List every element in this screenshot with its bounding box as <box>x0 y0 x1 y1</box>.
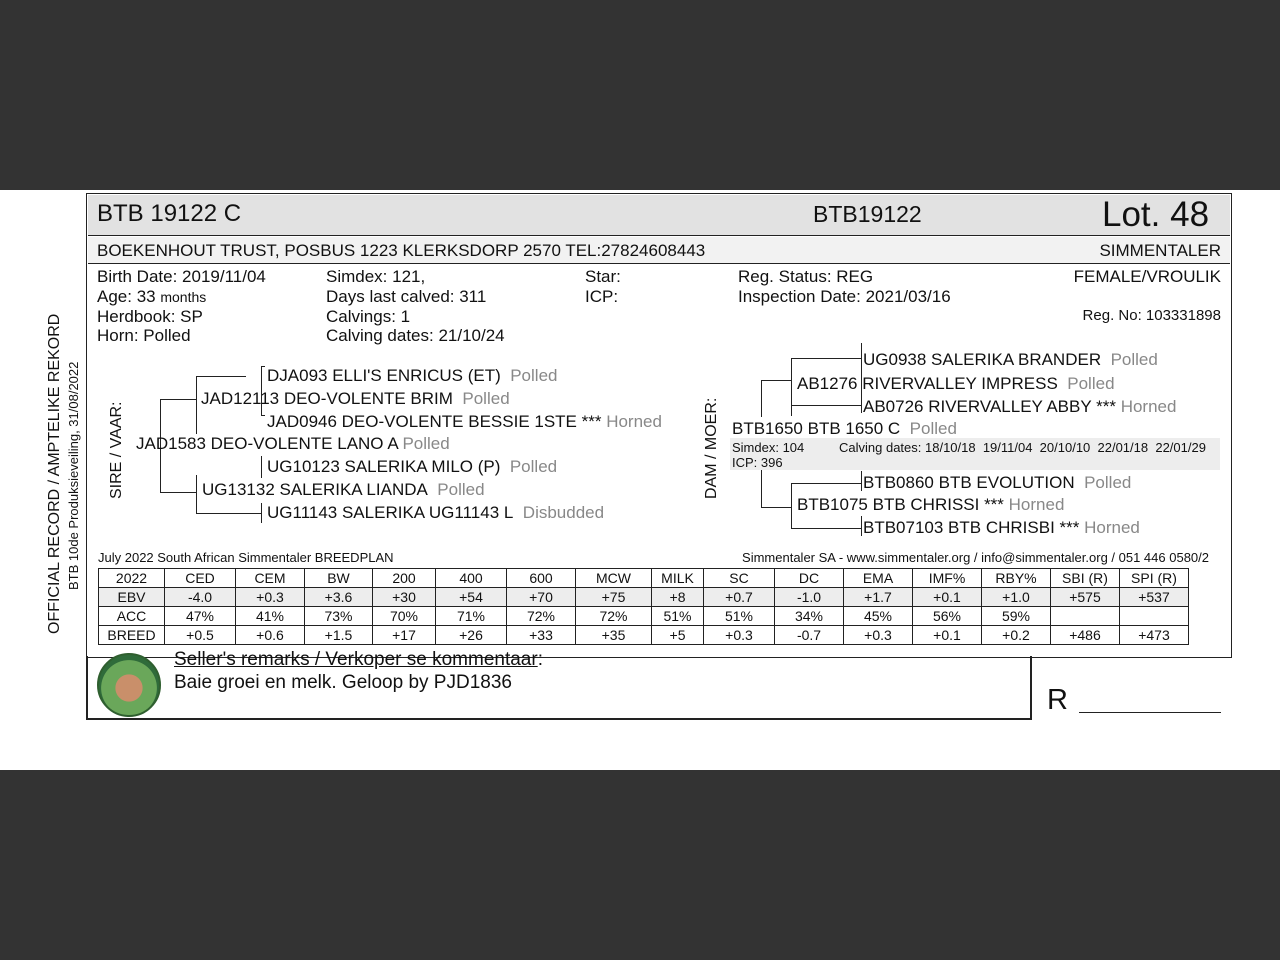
breedplan-cell: +0.1 <box>913 588 982 607</box>
breedplan-cell: 73% <box>305 607 373 626</box>
age-unit: months <box>160 289 207 305</box>
dam-calving-dates: Calving dates: 18/10/18 19/11/04 20/10/10 22/01/18 22/01/29 <box>839 440 1206 455</box>
breedplan-cell: 34% <box>775 607 844 626</box>
header-bar <box>88 195 1230 236</box>
breedplan-header-cell: 200 <box>373 569 436 588</box>
breedplan-table <box>98 568 1189 645</box>
sire-sire-sire: DJA093 ELLI'S ENRICUS (ET) Polled <box>267 366 558 385</box>
sire-dam-dam: UG11143 SALERIKA UG11143 L Disbudded <box>267 503 605 522</box>
breedplan-cell: 71% <box>436 607 507 626</box>
breedplan-cell: 47% <box>165 607 236 626</box>
breedplan-header-cell: 400 <box>436 569 507 588</box>
reg-number: Reg. No: 103331898 <box>1082 307 1221 324</box>
dam-dam-sire: BTB0860 BTB EVOLUTION Polled <box>863 473 1132 492</box>
breedplan-cell: +0.7 <box>704 588 775 607</box>
breedplan-caption: July 2022 South African Simmentaler BREEDPLAN <box>98 550 394 565</box>
breedplan-cell: BREED <box>99 626 165 645</box>
inspection-date: Inspection Date: 2021/03/16 <box>738 287 951 306</box>
breedplan-cell: 45% <box>844 607 913 626</box>
breedplan-cell: +0.3 <box>236 588 305 607</box>
breedplan-cell: +0.6 <box>236 626 305 645</box>
breedplan-cell: +0.3 <box>844 626 913 645</box>
days-last-calved: Days last calved: 311 <box>326 287 487 306</box>
sire-dam-sire: UG10123 SALERIKA MILO (P) Polled <box>267 457 558 476</box>
breedplan-cell: +17 <box>373 626 436 645</box>
breed-name: SIMMENTALER <box>1099 241 1221 260</box>
breedplan-header-row <box>99 569 1189 588</box>
dam-dam: BTB1075 BTB CHRISSI *** Horned <box>797 495 1065 514</box>
age-value: Age: 33 <box>97 287 156 306</box>
calvings: Calvings: 1 <box>326 307 411 326</box>
breedplan-cell: +75 <box>576 588 652 607</box>
breedplan-cell: +70 <box>507 588 576 607</box>
breedplan-cell: -4.0 <box>165 588 236 607</box>
animal-name: BTB 19122 C <box>97 200 242 227</box>
breedplan-cell: 51% <box>652 607 704 626</box>
herdbook: Herdbook: SP <box>97 307 203 326</box>
dam: BTB1650 BTB 1650 C Polled <box>732 419 957 438</box>
sire-dam: UG13132 SALERIKA LIANDA Polled <box>202 480 485 499</box>
breedplan-cell: +30 <box>373 588 436 607</box>
breedplan-cell: +1.5 <box>305 626 373 645</box>
breedplan-header-cell: SPI (R) <box>1120 569 1189 588</box>
breedplan-cell: +0.1 <box>913 626 982 645</box>
breedplan-cell: +33 <box>507 626 576 645</box>
breedplan-header-cell: SBI (R) <box>1051 569 1120 588</box>
official-record-label: OFFICIAL RECORD / AMPTELIKE REKORD <box>46 313 63 634</box>
breedplan-cell: +54 <box>436 588 507 607</box>
animal-id: BTB19122 <box>813 201 922 227</box>
price-currency: R <box>1047 684 1068 716</box>
dam-label: DAM / MOER: <box>703 397 720 499</box>
icp: ICP: <box>585 287 619 306</box>
breedplan-cell: 51% <box>704 607 775 626</box>
sire-sire-dam: JAD0946 DEO-VOLENTE BESSIE 1STE *** Horned <box>267 412 662 431</box>
lot-card <box>86 193 1233 720</box>
breedplan-cell: 59% <box>982 607 1051 626</box>
breedplan-cell: 41% <box>236 607 305 626</box>
breedplan-cell: +26 <box>436 626 507 645</box>
reg-status: Reg. Status: REG <box>738 267 874 286</box>
breedplan-cell: +3.6 <box>305 588 373 607</box>
breedplan-cell: 72% <box>507 607 576 626</box>
breedplan-cell: +0.5 <box>165 626 236 645</box>
breedplan-header-cell: DC <box>775 569 844 588</box>
breedplan-cell: -1.0 <box>775 588 844 607</box>
breedplan-header-cell: 600 <box>507 569 576 588</box>
breedplan-header-cell: MILK <box>652 569 704 588</box>
horn-status: Horn: Polled <box>97 326 191 345</box>
breedplan-cell <box>1051 607 1120 626</box>
breeder-address: BOEKENHOUT TRUST, POSBUS 1223 KLERKSDORP 2570 TEL:27824608443 <box>97 241 706 260</box>
breedplan-cell: +5 <box>652 626 704 645</box>
sire-label: SIRE / VAAR: <box>108 401 125 499</box>
sex: FEMALE/VROULIK <box>1073 267 1221 286</box>
breedplan-header-cell: RBY% <box>982 569 1051 588</box>
breedplan-cell: +473 <box>1120 626 1189 645</box>
breedplan-cell: EBV <box>99 588 165 607</box>
breedplan-row <box>99 588 1189 607</box>
star: Star: <box>585 267 621 286</box>
calving-dates: Calving dates: 21/10/24 <box>326 326 505 345</box>
breedplan-cell: +1.7 <box>844 588 913 607</box>
breedplan-header-cell: 2022 <box>99 569 165 588</box>
price-field[interactable] <box>1079 712 1221 713</box>
association-logo <box>97 653 161 717</box>
breedplan-cell: 70% <box>373 607 436 626</box>
breedplan-cell: +1.0 <box>982 588 1051 607</box>
breedplan-cell: +537 <box>1120 588 1189 607</box>
breedplan-row <box>99 626 1189 645</box>
breedplan-cell: ACC <box>99 607 165 626</box>
breedplan-cell: +0.2 <box>982 626 1051 645</box>
simdex: Simdex: 121, <box>326 267 426 286</box>
breedplan-header-cell: EMA <box>844 569 913 588</box>
dam-sire: AB1276 RIVERVALLEY IMPRESS Polled <box>797 374 1115 393</box>
breedplan-header-cell: BW <box>305 569 373 588</box>
dam-icp: ICP: 396 <box>732 455 783 470</box>
breedplan-cell: 72% <box>576 607 652 626</box>
breedplan-cell: +486 <box>1051 626 1120 645</box>
age <box>97 287 206 307</box>
remarks-title: Seller's remarks / Verkoper se kommentaar: <box>174 649 543 670</box>
breedplan-cell: +0.3 <box>704 626 775 645</box>
auction-label: BTB 10de Produksieveiling, 31/08/2022 <box>66 361 81 590</box>
birth-date: Birth Date: 2019/11/04 <box>97 267 266 286</box>
breedplan-cell <box>1120 607 1189 626</box>
dam-sire-sire: UG0938 SALERIKA BRANDER Polled <box>863 350 1158 369</box>
breedplan-cell: -0.7 <box>775 626 844 645</box>
lot-number: Lot. 48 <box>1102 195 1210 234</box>
breedplan-cell: +35 <box>576 626 652 645</box>
breedplan-header-cell: MCW <box>576 569 652 588</box>
sire: JAD1583 DEO-VOLENTE LANO A Polled <box>136 434 450 453</box>
dam-dam-dam: BTB07103 BTB CHRISBI *** Horned <box>863 518 1140 537</box>
simmentaler-contact: Simmentaler SA - www.simmentaler.org / info@simmentaler.org / 051 446 0580/2 <box>742 550 1209 565</box>
breedplan-cell: +575 <box>1051 588 1120 607</box>
sire-sire: JAD12113 DEO-VOLENTE BRIM Polled <box>201 389 510 408</box>
breedplan-header-cell: CED <box>165 569 236 588</box>
breedplan-header-cell: CEM <box>236 569 305 588</box>
breedplan-header-cell: IMF% <box>913 569 982 588</box>
dam-simdex: Simdex: 104 <box>732 440 805 455</box>
remarks-text: Baie groei en melk. Geloop by PJD1836 <box>174 672 512 693</box>
breedplan-row <box>99 607 1189 626</box>
breedplan-header-cell: SC <box>704 569 775 588</box>
breedplan-cell: +8 <box>652 588 704 607</box>
breedplan-cell: 56% <box>913 607 982 626</box>
dam-sire-dam: AB0726 RIVERVALLEY ABBY *** Horned <box>863 397 1177 416</box>
